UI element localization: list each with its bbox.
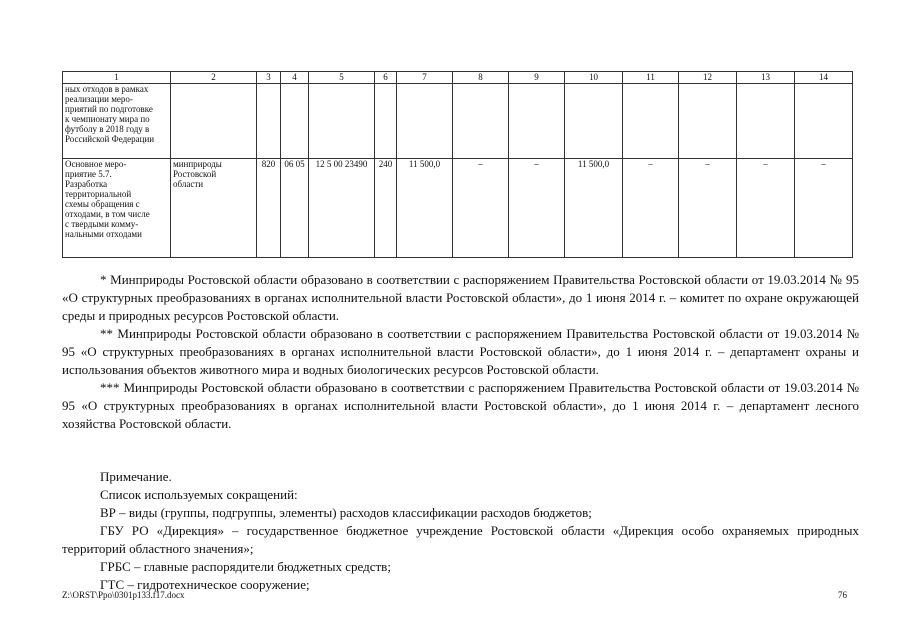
col-header: 2 (171, 72, 257, 84)
col-header: 14 (795, 72, 853, 84)
cell-line: минприроды (173, 159, 222, 169)
abbreviation-item: ГБУ РО «Дирекция» – государственное бюджетное учреждение Ростовской области «Дирекция особо охраняемых природных территорий областного значения»; (62, 523, 859, 556)
table-cell (375, 84, 397, 159)
footnote: *** Минприроды Ростовской области образовано в соответствии с распоряжением Правительства Ростовской области от 19.03.2014 № 95 «О структурных преобразованиях в органах исполнительной власти Ростовской области», до 1 июня 2014 г. – департамент лесного хозяйства Ростовской области. (62, 380, 859, 431)
table-cell (257, 84, 281, 159)
table-cell: 11 500,0 (397, 159, 453, 258)
table-cell (509, 84, 565, 159)
table-row (63, 159, 853, 258)
abbreviations-subheading: Список используемых сокращений: (100, 487, 298, 502)
table-cell: 820 (257, 159, 281, 258)
col-header: 13 (737, 72, 795, 84)
table-cell (171, 159, 257, 258)
col-header: 9 (509, 72, 565, 84)
table-row (63, 84, 853, 159)
abbreviation-item: ВР – виды (группы, подгруппы, элементы) расходов классификации расходов бюджетов; (100, 505, 592, 520)
footnotes (62, 271, 859, 433)
cell-line: приятий по подготовке (65, 104, 153, 114)
table-cell (679, 84, 737, 159)
cell-line: футболу в 2018 году в (65, 124, 150, 134)
table-cell (397, 84, 453, 159)
cell-line: реализации меро- (65, 94, 133, 104)
abbreviation-item: ГТС – гидротехническое сооружение; (100, 577, 310, 592)
col-header: 5 (309, 72, 375, 84)
cell-line: ных отходов в рамках (65, 84, 149, 94)
table-cell: – (623, 159, 679, 258)
table-cell (453, 84, 509, 159)
table-cell: – (679, 159, 737, 258)
col-header: 12 (679, 72, 737, 84)
abbreviation-item: ГРБС – главные распорядители бюджетных средств; (100, 559, 391, 574)
table-cell: – (737, 159, 795, 258)
file-path: Z:\ORST\Ppo\0301p133.f17.docx (62, 590, 185, 600)
cell-line: Основное меро- (65, 159, 127, 169)
note-heading: Примечание. (100, 469, 172, 484)
footnote: ** Минприроды Ростовской области образовано в соответствии с распоряжением Правительства Ростовской области от 19.03.2014 № 95 «О структурных преобразованиях в органах исполнительной власти Ростовской области», до 1 июня 2014 г. – департамент охраны и использования объектов животного мира и водных биологических ресурсов Ростовской области. (62, 326, 859, 377)
table-cell (171, 84, 257, 159)
table-cell (281, 84, 309, 159)
table-cell: 06 05 (281, 159, 309, 258)
cell-line: схемы обращения с (65, 199, 140, 209)
budget-table (62, 71, 853, 258)
cell-line: Разработка (65, 179, 108, 189)
table-cell (565, 84, 623, 159)
table-header-row (63, 72, 853, 84)
table-cell: 11 500,0 (565, 159, 623, 258)
col-header: 10 (565, 72, 623, 84)
cell-line: области (173, 179, 204, 189)
table-cell: – (795, 159, 853, 258)
table-cell: 12 5 00 23490 (309, 159, 375, 258)
table-cell (63, 159, 171, 258)
table-cell: – (509, 159, 565, 258)
cell-line: приятие 5.7. (65, 169, 112, 179)
col-header: 1 (63, 72, 171, 84)
table-cell (737, 84, 795, 159)
table-cell (795, 84, 853, 159)
table-cell (63, 84, 171, 159)
cell-line: нальными отходами (65, 229, 142, 239)
col-header: 8 (453, 72, 509, 84)
col-header: 7 (397, 72, 453, 84)
cell-line: территориальной (65, 189, 132, 199)
col-header: 6 (375, 72, 397, 84)
page-number: 76 (838, 590, 847, 600)
table-cell: 240 (375, 159, 397, 258)
col-header: 4 (281, 72, 309, 84)
cell-line: Российской Федерации (65, 134, 155, 144)
cell-line: с твердыми комму- (65, 219, 139, 229)
cell-line: отходами, в том числе (65, 209, 150, 219)
cell-line: Ростовской (173, 169, 217, 179)
abbreviations-section (62, 468, 859, 594)
table-cell (623, 84, 679, 159)
table-cell: – (453, 159, 509, 258)
table-cell (309, 84, 375, 159)
col-header: 11 (623, 72, 679, 84)
footnote: * Минприроды Ростовской области образовано в соответствии с распоряжением Правительства Ростовской области от 19.03.2014 № 95 «О структурных преобразованиях в органах исполнительной власти Ростовской области», до 1 июня 2014 г. – комитет по охране окружающей среды и природных ресурсов Ростовской области. (62, 272, 859, 323)
col-header: 3 (257, 72, 281, 84)
cell-line: к чемпионату мира по (65, 114, 150, 124)
